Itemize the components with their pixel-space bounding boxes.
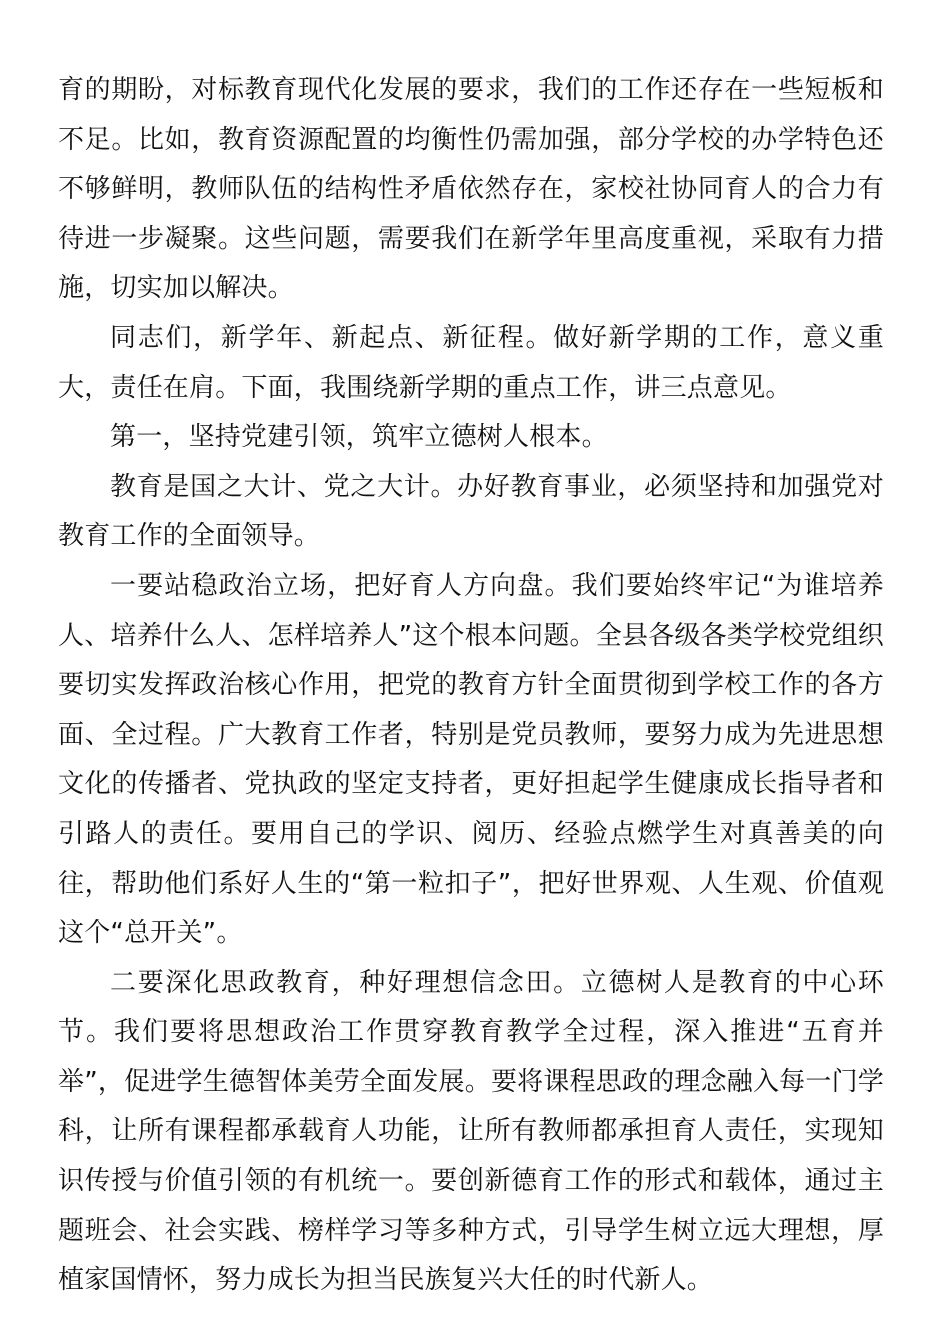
section-heading-first: 第一，坚持党建引领，筑牢立德树人根本。 bbox=[110, 422, 608, 453]
paragraph-point-two: 二要深化思政教育，种好理想信念田。立德树人是教育的中心环节。我们要将思想政治工作贯穿教育教学全过程，深入推进“五育并举”，促进学生德智体美劳全面发展。要将课程思政的理念融入每一门学科，让所有课程都承载育人功能，让所有教师都承担育人责任，实现知识传授与价值引领的有机统一。要创新德育工作的形式和载体，通过主题班会、社会实践、榜样学习等多种方式，引导学生树立远大理想，厚植家国情怀，努力成长为担当民族复兴大任的时代新人。 bbox=[58, 967, 884, 1296]
paragraph-section-intro: 教育是国之大计、党之大计。办好教育事业，必须坚持和加强党对教育工作的全面领导。 bbox=[58, 471, 884, 552]
document-body bbox=[58, 66, 884, 1306]
paragraph-opening-remarks: 同志们，新学年、新起点、新征程。做好新学期的工作，意义重大，责任在肩。下面，我围绕新学期的重点工作，讲三点意见。 bbox=[58, 322, 884, 403]
paragraph-continuation: 育的期盼，对标教育现代化发展的要求，我们的工作还存在一些短板和不足。比如，教育资源配置的均衡性仍需加强，部分学校的办学特色还不够鲜明，教师队伍的结构性矛盾依然存在，家校社协同育人的合力有待进一步凝聚。这些问题，需要我们在新学年里高度重视，采取有力措施，切实加以解决。 bbox=[58, 75, 884, 304]
paragraph-point-one: 一要站稳政治立场，把好育人方向盘。我们要始终牢记“为谁培养人、培养什么人、怎样培养人”这个根本问题。全县各级各类学校党组织要切实发挥政治核心作用，把党的教育方针全面贯彻到学校工作的各方面、全过程。广大教育工作者，特别是党员教师，要努力成为先进思想文化的传播者、党执政的坚定支持者，更好担起学生健康成长指导者和引路人的责任。要用自己的学识、阅历、经验点燃学生对真善美的向往，帮助他们系好人生的“第一粒扣子”，把好世界观、人生观、价值观这个“总开关”。 bbox=[58, 570, 884, 949]
